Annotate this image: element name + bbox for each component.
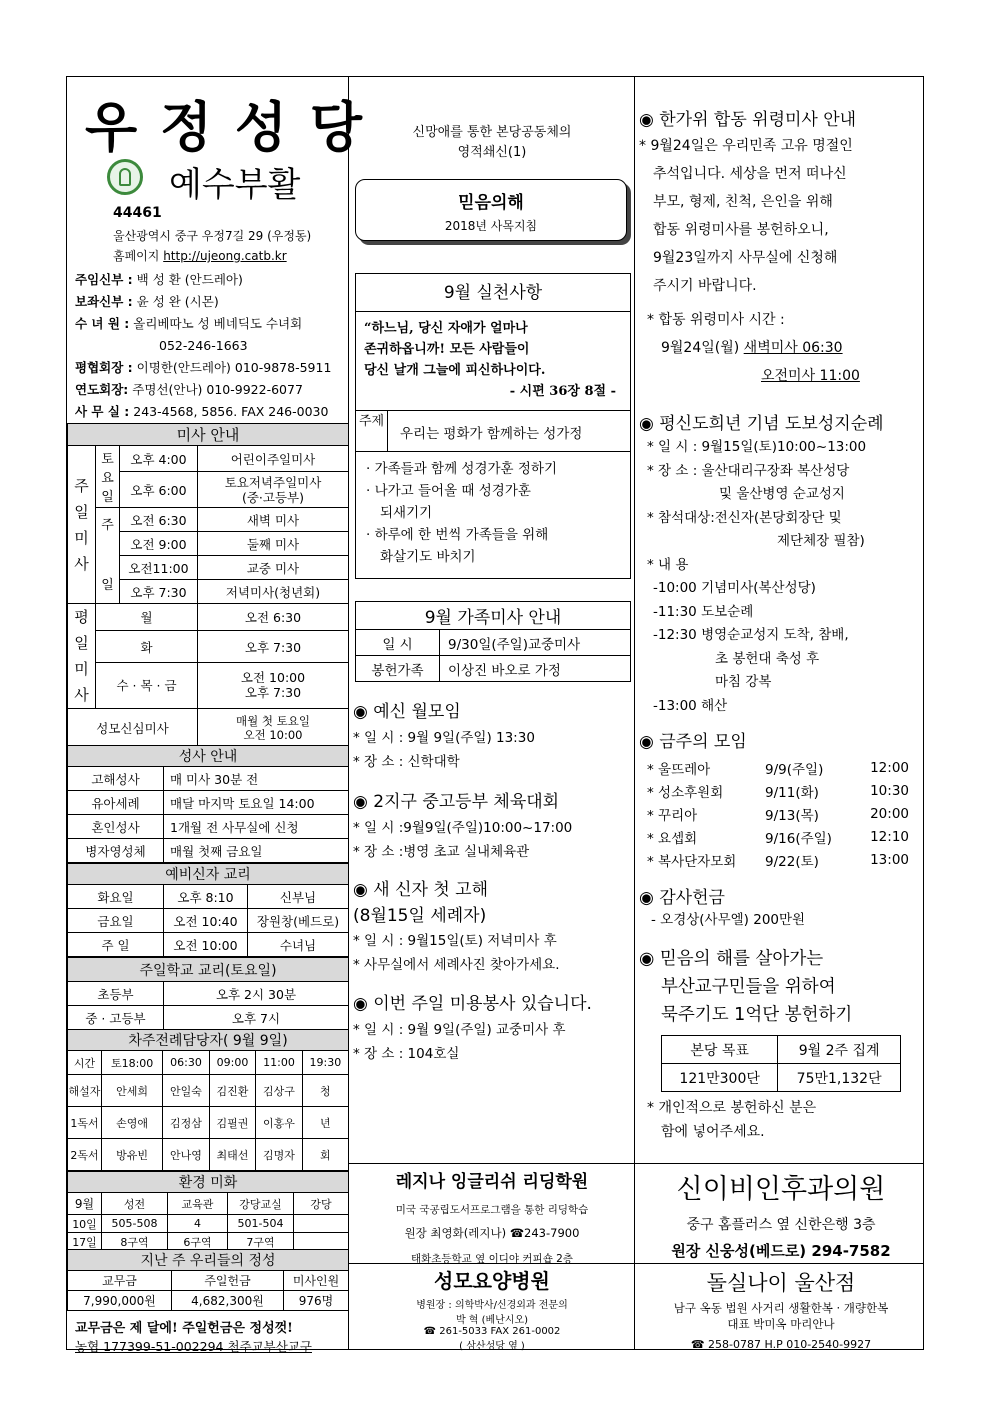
homepage-label: 홈페이지 xyxy=(113,249,160,263)
ad-line: ( 삼산성당 옆 ) xyxy=(459,1341,525,1352)
bullet-circle-icon: ◉ xyxy=(353,792,368,812)
sacrament-info: 매 미사 30분 전 xyxy=(164,767,349,791)
year-title-box xyxy=(355,179,627,241)
rosary-note: * 개인적으로 봉헌하신 분은 함에 넣어주세요. xyxy=(647,1100,817,1140)
environment-title: 환경 미화 xyxy=(68,1172,349,1193)
liturgy-cell: 이홍우 xyxy=(256,1107,303,1139)
bullet-item: · 가족들과 함께 성경가훈 정하기 xyxy=(366,461,558,477)
quote-line: 당신 날개 그늘에 피신하나이다. xyxy=(364,363,546,378)
practice-box xyxy=(355,273,631,579)
memorial-time: 9월24일(월) 새벽미사 06:30 xyxy=(661,340,843,356)
liturgy-cell: 김정삼 xyxy=(163,1107,210,1139)
ad-line: ☎ 261-5033 FAX 261-0002 xyxy=(423,1326,561,1337)
environment-header: 성전 xyxy=(102,1193,168,1215)
environment-cell: 6구역 xyxy=(168,1233,228,1251)
notice-line: 일 시 : 9월 9일(주일) 교중미사 후 xyxy=(364,1022,566,1038)
notice-line: 장 소 : 104호실 xyxy=(364,1046,460,1062)
pastoral-theme xyxy=(349,123,635,163)
notice-item: ◉ 새 신자 첫 고해 (8월15일 세례자) * 일 시 : 9월15일(토) 저녁미사 후 * 사무실에서 세례사진 찾아가세요. xyxy=(353,880,560,973)
bullet-item: · 하루에 한 번씩 가족들을 위해 화살기도 바치기 xyxy=(366,527,549,565)
mass-name: 둘째 미사 xyxy=(198,532,349,556)
staff-row: 평협회장 : 이명한(안드레아) 010-9878-5911 xyxy=(75,360,332,375)
notice-line: 일 시 :9월9일(주일)10:00~17:00 xyxy=(364,820,573,836)
section-title: 평신도희년 기념 도보성지순례 xyxy=(659,414,884,434)
offering-slogan: 교무금은 제 달에! 주일헌금은 정성껏! xyxy=(75,1321,293,1336)
notice-line: 장 소 : 신학대학 xyxy=(364,754,460,770)
scripture-quote xyxy=(356,312,630,410)
marian-mass-time: 매월 첫 토요일 오전 10:00 xyxy=(198,709,349,747)
homepage xyxy=(113,247,287,264)
bank-account: 농협 177399-51-002294 천주교부산교구 xyxy=(75,1339,312,1354)
bullet-circle-icon: ◉ xyxy=(639,888,654,908)
weekday: 월 xyxy=(96,604,198,631)
section-title: 한가위 합동 위령미사 안내 xyxy=(659,110,857,130)
offering-value: 4,682,300원 xyxy=(172,1291,284,1311)
marian-mass-label: 성모신심미사 xyxy=(68,709,198,747)
liturgy-header: 11:00 xyxy=(256,1051,303,1075)
thanks-offering-line: - 오경상(사무엘) 200만원 xyxy=(651,912,806,928)
sacrament-table xyxy=(67,745,349,863)
ad-ent-clinic xyxy=(637,1165,925,1261)
notice-line: 일 시 : 9월15일(토) 저녁미사 후 xyxy=(364,933,557,949)
staff-row: 연도회장: 주명선(안나) 010-9922-6077 xyxy=(75,382,303,397)
quote-line: 존귀하옵니까! 모든 사람들이 xyxy=(364,342,530,357)
notice-title: 새 신자 첫 고해 (8월15일 세례자) xyxy=(353,880,488,926)
mass-time: 오후 7:30 xyxy=(198,631,349,663)
sunday-school-title: 주일학교 교리(토요일) xyxy=(68,958,349,982)
quote-source: - 시편 36장 8절 - xyxy=(509,384,616,399)
staff-row: 사 무 실 : 243-4568, 5856. FAX 246-0030 xyxy=(75,404,329,419)
school-time: 오후 7시 xyxy=(164,1006,349,1030)
logo-label: 예수부활 xyxy=(169,165,301,205)
liturgy-title: 차주전례담당자( 9월 9일) xyxy=(68,1030,349,1051)
ad-line: 대표 박미옥 마리안나 xyxy=(727,1317,835,1331)
mass-time: 오전 10:00 오후 7:30 xyxy=(198,662,349,708)
ad-title: 레지나 잉글리쉬 리딩학원 xyxy=(395,1172,589,1192)
bullet-circle-icon: ◉ xyxy=(639,732,654,752)
ad-hanbok-shop xyxy=(637,1265,925,1349)
catechumen-time: 오후 8:10 xyxy=(164,885,248,909)
bullet-circle-icon: ◉ xyxy=(353,702,368,722)
notice-title: 예신 월모임 xyxy=(373,702,461,722)
ad-line: 중구 홈플러스 옆 신한은행 3층 xyxy=(686,1217,876,1233)
mass-name: 토요저녁주일미사 (중·고등부) xyxy=(198,472,349,508)
ad-line: 남구 옥동 법원 사거리 생활한복 · 개량한복 xyxy=(673,1301,889,1315)
ads-divider xyxy=(349,1163,923,1164)
rosary-title: ◉ 믿음의 해를 살아가는 부산교구민들을 위하여 묵주기도 1억단 봉헌하기 xyxy=(639,949,853,1025)
environment-cell: 501-504 xyxy=(228,1215,294,1233)
liturgy-cell: 안나영 xyxy=(163,1139,210,1171)
ad-title: 신이비인후과의원 xyxy=(676,1174,886,1205)
sunday-mass-label: 주 일 미 사 xyxy=(68,446,96,604)
mass-name: 새벽 미사 xyxy=(198,508,349,532)
environment-cell: 17일 xyxy=(68,1233,102,1251)
catechumen-teacher: 수녀님 xyxy=(248,933,349,957)
weekday-mass-label: 평 일 미 사 xyxy=(68,604,96,709)
family-mass-value: 이상진 바오로 가정 xyxy=(440,656,631,682)
weekday: 화 xyxy=(96,631,198,663)
mass-time: 오전 6:30 xyxy=(120,508,198,532)
bulletin-page xyxy=(66,76,924,1354)
family-mass-table xyxy=(355,601,631,682)
liturgy-cell: 김명자 xyxy=(256,1139,303,1171)
parish-logo-icon xyxy=(107,159,143,195)
section-title: 감사헌금 xyxy=(659,888,725,908)
ad-line: 원장 최영화(레지나) ☎243-7900 xyxy=(404,1226,580,1240)
liturgy-header: 시간 xyxy=(68,1051,102,1075)
family-mass-value: 9/30일(주일)교중미사 xyxy=(440,630,631,656)
mass-time: 오전 9:00 xyxy=(120,532,198,556)
mass-table xyxy=(67,423,349,747)
memorial-mass-section: ◉ 한가위 합동 위령미사 안내 * 9월24일은 우리민족 고유 명절인 추석입니다. 세상을 먼저 떠나신 부모, 형제, 친척, 은인을 위해 합동 위령미사를 봉헌하오니, 9월23일까지 사무실에 신청해 주시기 바랍니다. * 합동 위령미사 시간 : 9월24일(월) 새벽미사 06:30 오전미사 11:00 xyxy=(639,105,923,390)
offering-table xyxy=(67,1249,349,1311)
environment-cell xyxy=(294,1233,349,1251)
catechumen-day: 금요일 xyxy=(68,909,164,933)
pilgrimage-text: * 일 시 : 9월15일(토)10:00~13:00 * 장 소 : 울산대리구장좌 복산성당 및 울산병영 순교성지 * 참석대상:전신자(본당회장단 및 제단체장 필참) * 내 용 -10:00 기념미사(복산성당) -11:30 도보순례 -12:30 병영순교성지 도착, 참배, 초 봉헌대 축성 후 마침 강복 -13:00 해산 xyxy=(647,439,867,714)
liturgy-role: 해설자 xyxy=(68,1075,102,1107)
theme-line: 영적쇄신(1) xyxy=(457,145,527,160)
staff-row: 052-246-1663 xyxy=(159,338,248,353)
ad-line: 박 혁 (베난시오) xyxy=(455,1315,529,1326)
liturgy-cell: 김진환 xyxy=(209,1075,256,1107)
environment-header: 강당교실 xyxy=(228,1193,294,1215)
environment-cell: 8구역 xyxy=(102,1233,168,1251)
catechumen-day: 주 일 xyxy=(68,933,164,957)
sacrament-name: 고해성사 xyxy=(68,767,164,791)
catechumen-teacher: 신부님 xyxy=(248,885,349,909)
liturgy-cell: 손영애 xyxy=(102,1107,163,1139)
mass-time: 오후 4:00 xyxy=(120,446,198,472)
meetings-table: * 울뜨레아 9/9(주일) 12:00 * 성소후원회 9/11(화) 10:30 * 꾸리아 9/13(목) 20:00 * 요셉회 9/16(주일) 12:10 * 복사단자모회 9/22(토) 13:00 xyxy=(647,759,909,870)
notice-title: 2지구 중고등부 체육대회 xyxy=(373,792,560,812)
rosary-value: 121만300단 xyxy=(662,1064,778,1092)
liturgy-cell: 김필권 xyxy=(209,1107,256,1139)
left-column xyxy=(67,77,365,1354)
catechumen-time: 오전 10:40 xyxy=(164,909,248,933)
liturgy-cell: 방유빈 xyxy=(102,1139,163,1171)
parish-name: 우 정 성 당 xyxy=(85,95,365,159)
liturgy-cell: 회 xyxy=(302,1139,348,1171)
bullet-circle-icon: ◉ xyxy=(639,949,655,969)
ad-title: 돌실나이 울산점 xyxy=(706,1271,856,1295)
bullet-circle-icon: ◉ xyxy=(353,994,368,1014)
notice-item: ◉ 예신 월모임 * 일 시 : 9월 9일(주일) 13:30 * 장 소 : 신학대학 xyxy=(353,702,535,770)
environment-cell: 4 xyxy=(168,1215,228,1233)
family-mass-label: 일 시 xyxy=(356,630,440,656)
theme-line: 신망애를 통한 본당공동체의 xyxy=(412,125,572,140)
sacrament-info: 매달 마지막 토요일 14:00 xyxy=(164,791,349,815)
thanks-offering-section xyxy=(639,883,923,932)
ad-line: ☎ 258-0787 H.P 010-2540-9927 xyxy=(690,1338,872,1351)
postcode: 44461 xyxy=(113,205,162,221)
memorial-text: * 9월24일은 우리민족 고유 명절인 추석입니다. 세상을 먼저 떠나신 부모, 형제, 친척, 은인을 위해 합동 위령미사를 봉헌하오니, 9월23일까지 사무실에 신청해 주시기 바랍니다. xyxy=(639,138,853,294)
quote-line: “하느님, 당신 자애가 얼마나 xyxy=(364,321,528,336)
ad-line: 태화초등학교 옆 이디야 커피숍 2층 xyxy=(410,1253,574,1265)
offering-header: 미사인원 xyxy=(284,1271,349,1291)
catechumen-title: 예비신자 교리 xyxy=(68,864,349,885)
right-column xyxy=(635,77,925,1349)
ad-care-hospital xyxy=(351,1265,633,1352)
environment-cell xyxy=(294,1215,349,1233)
family-mass-label: 봉헌가족 xyxy=(356,656,440,682)
rosary-table xyxy=(661,1035,901,1092)
topic-text: 우리는 평화가 함께하는 성가정 xyxy=(400,426,583,442)
mass-name: 저녁미사(청년회) xyxy=(198,580,349,604)
sacrament-info: 1개월 전 사무실에 신청 xyxy=(164,815,349,839)
ad-line: 원장 신웅성(베드로) 294-7582 xyxy=(671,1242,891,1260)
environment-header: 9월 xyxy=(68,1193,102,1215)
address: 울산광역시 중구 우정7길 29 (우정동) xyxy=(113,229,312,243)
notice-line: 장 소 :병영 초교 실내체육관 xyxy=(364,844,530,860)
liturgy-cell: 김상구 xyxy=(256,1075,303,1107)
liturgy-cell: 안일숙 xyxy=(163,1075,210,1107)
liturgy-header: 19:30 xyxy=(302,1051,348,1075)
ad-line: 미국 국공립도서프로그램을 통한 리딩학습 xyxy=(395,1204,589,1216)
ad-reading-academy xyxy=(351,1165,633,1265)
offering-header: 교무금 xyxy=(68,1271,172,1291)
sacrament-info: 매월 첫째 금요일 xyxy=(164,839,349,863)
year-subtitle: 2018년 사목지침 xyxy=(444,219,538,233)
environment-header: 교육관 xyxy=(168,1193,228,1215)
topic-row xyxy=(356,410,630,452)
notice-line: 사무실에서 세례사진 찾아가세요. xyxy=(364,957,560,973)
ad-title: 성모요양병원 xyxy=(434,1269,550,1293)
liturgy-cell: 최태선 xyxy=(209,1139,256,1171)
catechumen-time: 오전 10:00 xyxy=(164,933,248,957)
sacrament-name: 유아세례 xyxy=(68,791,164,815)
environment-cell: 10일 xyxy=(68,1215,102,1233)
meetings-section xyxy=(639,727,923,871)
liturgy-header: 토18:00 xyxy=(102,1051,163,1075)
notice-line: 일 시 : 9월 9일(주일) 13:30 xyxy=(364,730,535,746)
notice-title: 이번 주일 미용봉사 있습니다. xyxy=(373,994,592,1014)
mass-name: 교중 미사 xyxy=(198,556,349,580)
mass-time: 오전11:00 xyxy=(120,556,198,580)
homepage-link[interactable]: http://ujeong.catb.kr xyxy=(163,249,287,263)
liturgy-role: 1독서 xyxy=(68,1107,102,1139)
offering-title: 지난 주 우리들의 정성 xyxy=(68,1250,349,1271)
practice-title: 9월 실천사항 xyxy=(356,274,630,312)
notice-list xyxy=(353,697,633,1066)
notice-item: ◉ 2지구 중고등부 체육대회 * 일 시 :9월9일(주일)10:00~17:00 * 장 소 :병영 초교 실내체육관 xyxy=(353,792,573,860)
practice-bullets xyxy=(366,458,557,568)
pilgrimage-section xyxy=(639,409,923,718)
rosary-header: 9월 2주 집계 xyxy=(778,1036,901,1064)
environment-header: 강당 xyxy=(294,1193,349,1215)
year-title: 믿음의해 xyxy=(458,193,524,213)
mass-time: 오후 7:30 xyxy=(120,580,198,604)
offering-header: 주일헌금 xyxy=(172,1271,284,1291)
rosary-value: 75만1,132단 xyxy=(778,1064,901,1092)
environment-cell: 505-508 xyxy=(102,1215,168,1233)
school-grade: 중 · 고등부 xyxy=(68,1006,164,1030)
environment-table xyxy=(67,1171,349,1251)
staff-row: 주임신부 : 백 성 환 (안드레아) xyxy=(75,272,243,287)
rosary-header: 본당 목표 xyxy=(662,1036,778,1064)
offering-value: 976명 xyxy=(284,1291,349,1311)
school-time: 오후 2시 30분 xyxy=(164,982,349,1006)
staff-list xyxy=(75,269,345,423)
mass-title: 미사 안내 xyxy=(68,424,349,446)
catechumen-day: 화요일 xyxy=(68,885,164,909)
environment-cell: 7구역 xyxy=(228,1233,294,1251)
memorial-time: 오전미사 11:00 xyxy=(761,368,860,384)
sunday-label: 주 일 xyxy=(96,508,120,604)
school-grade: 초등부 xyxy=(68,982,164,1006)
ad-line: 병원장 : 의학박사/신경외과 전문의 xyxy=(416,1300,568,1311)
sacrament-name: 혼인성사 xyxy=(68,815,164,839)
liturgy-header: 06:30 xyxy=(163,1051,210,1075)
saturday-label: 토 요 일 xyxy=(96,446,120,508)
liturgy-header: 09:00 xyxy=(209,1051,256,1075)
topic-label: 주제 xyxy=(356,411,388,451)
mass-time: 오전 6:30 xyxy=(198,604,349,631)
mass-name: 어린이주일미사 xyxy=(198,446,349,472)
middle-column xyxy=(349,77,635,1349)
section-title: 금주의 모임 xyxy=(659,732,747,752)
sacrament-name: 병자영성체 xyxy=(68,839,164,863)
catechumen-table xyxy=(67,863,349,957)
liturgy-cell: 안세희 xyxy=(102,1075,163,1107)
catechumen-teacher: 장원창(베드로) xyxy=(248,909,349,933)
staff-row: 보좌신부 : 윤 성 완 (시몬) xyxy=(75,294,219,309)
rosary-section xyxy=(639,945,923,1144)
staff-row: 수 녀 원 : 올리베따노 성 베네딕도 수녀회 xyxy=(75,316,303,331)
liturgy-cell: 년 xyxy=(302,1107,348,1139)
sacrament-title: 성사 안내 xyxy=(68,746,349,767)
weekday: 수 · 목 · 금 xyxy=(96,662,198,708)
liturgy-cell: 청 xyxy=(302,1075,348,1107)
bullet-item: · 나가고 들어올 때 성경가훈 되새기기 xyxy=(366,483,531,521)
liturgy-table xyxy=(67,1029,349,1171)
notice-item: ◉ 이번 주일 미용봉사 있습니다. * 일 시 : 9월 9일(주일) 교중미사 후 * 장 소 : 104호실 xyxy=(353,994,592,1062)
mass-time: 오후 6:00 xyxy=(120,472,198,508)
sunday-school-table xyxy=(67,957,349,1030)
bullet-circle-icon: ◉ xyxy=(639,110,654,130)
bullet-circle-icon: ◉ xyxy=(353,880,368,900)
liturgy-role: 2독서 xyxy=(68,1139,102,1171)
offering-value: 7,990,000원 xyxy=(68,1291,172,1311)
family-mass-title: 9월 가족미사 안내 xyxy=(356,602,631,630)
bullet-circle-icon: ◉ xyxy=(639,414,654,434)
